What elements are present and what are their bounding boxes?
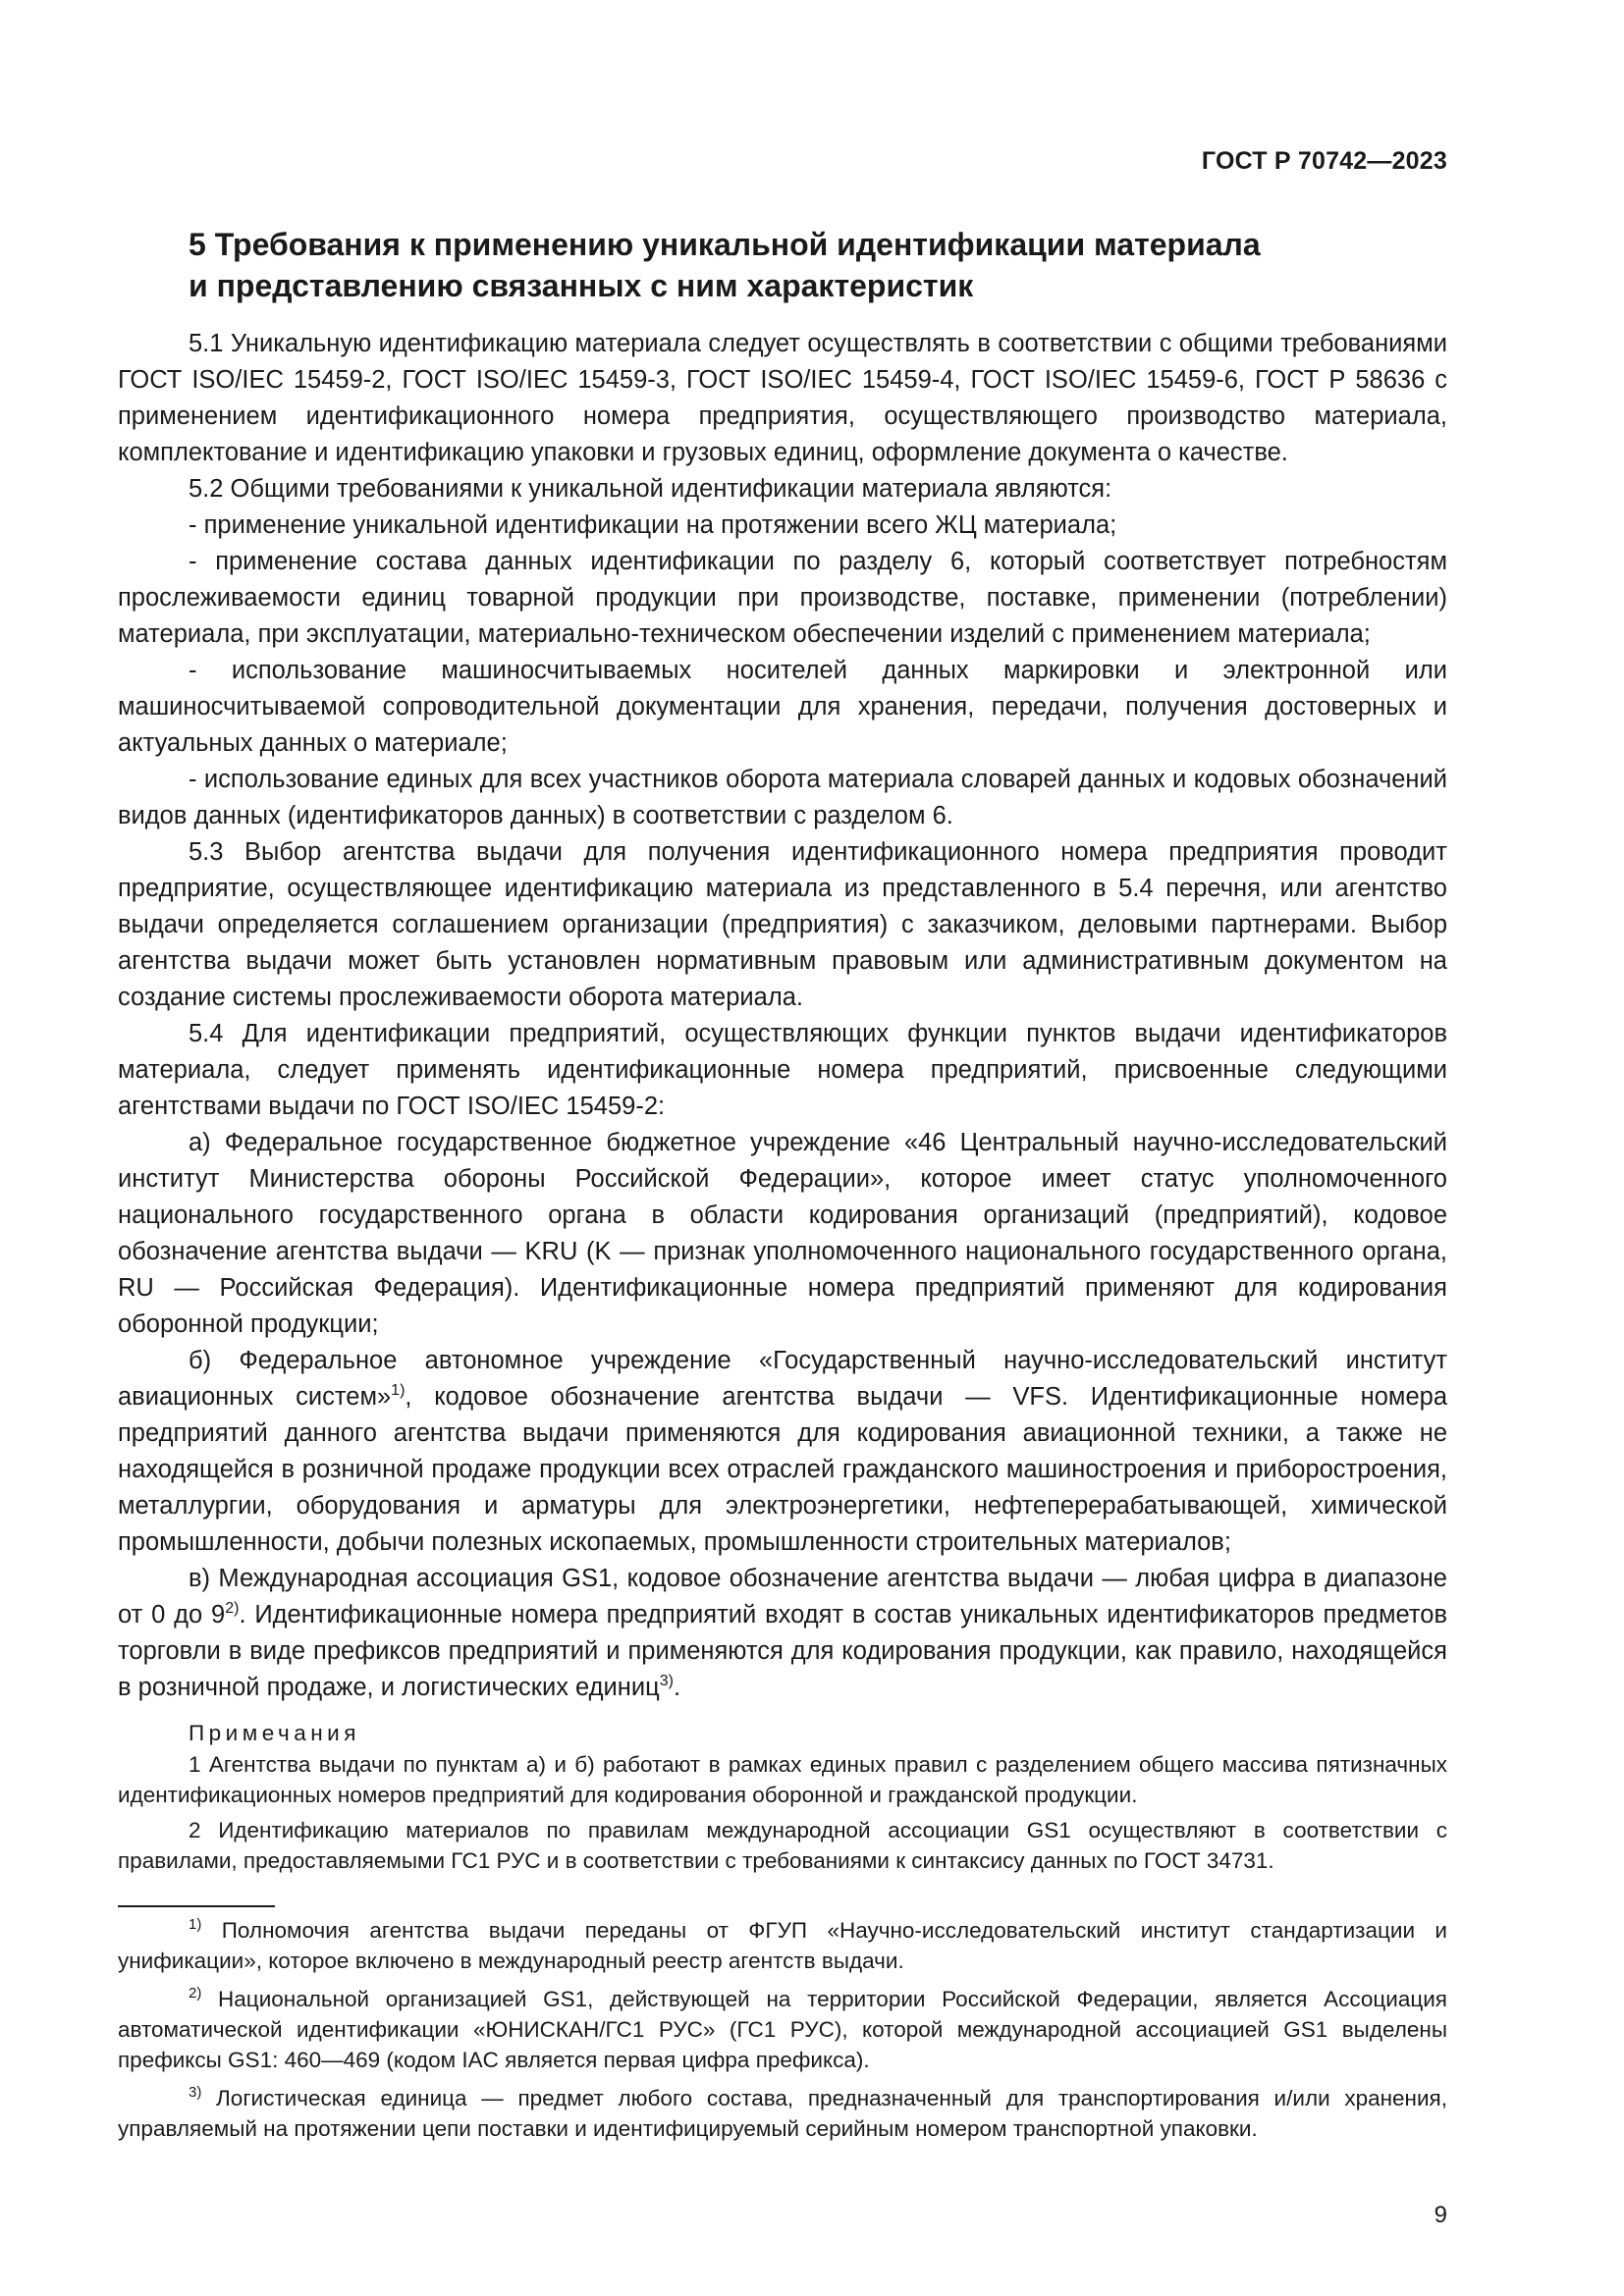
footnote-3 — [118, 2083, 1447, 2144]
document-header: ГОСТ Р 70742—2023 — [1201, 147, 1447, 175]
list-item: - применение состава данных идентификации по разделу 6, который соответствует потребностям прослеживаемости единиц товарной продукции при производстве, поставке, применении (потреблении) материала, при эксплуатации, материально-техническом обеспечении изделий с применением материала; — [118, 548, 1447, 648]
paragraph-5-4-b-text-1: б) Федеральное автономное учреждение «Государственный научно-исследовательский институт авиационных систем» — [118, 1347, 1447, 1411]
footnote-divider — [118, 1905, 275, 1907]
footnote-ref-2: 2) — [225, 1600, 240, 1617]
page-content — [118, 224, 1447, 2152]
section-title — [189, 224, 1447, 306]
paragraph-5-4-a: а) Федеральное государственное бюджетное учреждение «46 Центральный научно-исследовательский институт Министерства обороны Российской Федерации», которое имеет статус уполномоченного национального государственного органа в области кодирования организаций (предприятий), кодовое обозначение агентства выдачи — KRU (K — признак уполномоченного национального государственного органа, RU — Российская Федерация). Идентификационные номера предприятий применяют для кодирования оборонной продукции; — [118, 1129, 1447, 1338]
footnote-3-text: Логистическая единица — предмет любого состава, предназначенный для транспортирования и/или хранения, управляемый на протяжении цепи поставки и идентифицируемый серийным номером транспортной упаковки. — [118, 2086, 1447, 2141]
footnote-2-mark: 2) — [189, 1985, 202, 2002]
list-item: - применение уникальной идентификации на протяжении всего ЖЦ материала; — [189, 511, 1117, 539]
paragraph-5-4-c-text-3: . — [673, 1674, 681, 1701]
paragraph-5-4-c-text-2: . Идентификационные номера предприятий входят в состав уникальных идентификаторов предметов торговли в виде префиксов предприятий и применяются для кодирования продукции, как правило, находящейся в розничной продаже, и логистических единиц — [118, 1601, 1447, 1701]
footnote-2 — [118, 1984, 1447, 2075]
paragraph-5-4: 5.4 Для идентификации предприятий, осуществляющих функции пунктов выдачи идентификаторов материала, следует применять идентификационные номера предприятий, присвоенные следующими агентствами выдачи по ГОСТ ISO/IEC 15459-2: — [118, 1020, 1447, 1120]
paragraph-5-4-c — [118, 1561, 1447, 1706]
page-number: 9 — [1434, 2202, 1447, 2228]
footnote-1 — [118, 1915, 1447, 1976]
note-1: 1 Агентства выдачи по пунктам а) и б) работают в рамках единых правил с разделением общего массива пятизначных идентификационных номеров предприятий для кодирования оборонной и гражданской продукции. — [118, 1752, 1447, 1807]
footnote-ref-1: 1) — [391, 1382, 406, 1399]
notes-block — [118, 1718, 1447, 1876]
footnote-1-mark: 1) — [189, 1916, 202, 1933]
paragraph-5-4-c-text-1: в) Международная ассоциация GS1, кодовое обозначение агентства выдачи — любая цифра в диапазоне от 0 до 9 — [118, 1565, 1447, 1629]
paragraph-5-4-b — [118, 1343, 1447, 1561]
footnote-ref-3: 3) — [659, 1673, 674, 1689]
notes-title: Примечания — [189, 1721, 360, 1745]
note-2: 2 Идентификацию материалов по правилам международной ассоциации GS1 осуществляют в соответствии с правилами, предоставляемыми ГС1 РУС и в соответствии с требованиями к синтаксису данных по ГОСТ 34731. — [118, 1818, 1447, 1873]
footnote-2-text: Национальной организацией GS1, действующей на территории Российской Федерации, является Ассоциация автоматической идентификации «ЮНИСКАН/ГС1 РУС» (ГС1 РУС), которой международной ассоциацией GS1 выделены префиксы GS1: 460—469 (кодом IAC является первая цифра префикса). — [118, 1987, 1447, 2072]
paragraph-5-1: 5.1 Уникальную идентификацию материала следует осуществлять в соответствии с общими требованиями ГОСТ ISO/IEC 15459-2, ГОСТ ISO/IEC 15459-3, ГОСТ ISO/IEC 15459-4, ГОСТ ISO/IEC 15459-6, ГОСТ Р 58636 с применением идентификационного номера предприятия, осуществляющего производство материала, комплектование и идентификацию упаковки и грузовых единиц, оформление документа о качестве. — [118, 330, 1447, 466]
paragraph-5-3: 5.3 Выбор агентства выдачи для получения идентификационного номера предприятия проводит предприятие, осуществляющее идентификацию материала из представленного в 5.4 перечня, или агентство выдачи определяется соглашением организации (предприятия) с заказчиком, деловыми партнерами. Выбор агентства выдачи может быть установлен нормативным правовым или административным документом на создание системы прослеживаемости оборота материала. — [118, 838, 1447, 1011]
footnote-1-text: Полномочия агентства выдачи переданы от ФГУП «Научно-исследовательский институт стандартизации и унификации», которое включено в международный реестр агентств выдачи. — [118, 1918, 1447, 1973]
footnote-3-mark: 3) — [189, 2084, 202, 2101]
section-title-line-1: 5 Требования к применению уникальной идентификации материала — [189, 227, 1261, 262]
section-title-line-2: и представлению связанных с ним характеристик — [189, 268, 974, 303]
paragraph-5-4-b-text-2: , кодовое обозначение агентства выдачи — VFS. Идентификационные номера предприятий данного агентства выдачи применяются для кодирования авиационной техники, а также не находящейся в розничной продаже продукции всех отраслей гражданского машиностроения и приборостроения, металлургии, оборудования и арматуры для электроэнергетики, нефтеперерабатывающей, химической промышленности, добычи полезных ископаемых, промышленности строительных материалов; — [118, 1383, 1448, 1556]
paragraph-5-2: 5.2 Общими требованиями к уникальной идентификации материала являются: — [189, 475, 1112, 503]
list-item: - использование машиносчитываемых носителей данных маркировки и электронной или машиносчитываемой сопроводительной документации для хранения, передачи, получения достоверных и актуальных данных о материале; — [118, 657, 1447, 757]
list-item: - использование единых для всех участников оборота материала словарей данных и кодовых обозначений видов данных (идентификаторов данных) в соответствии с разделом 6. — [118, 766, 1447, 829]
